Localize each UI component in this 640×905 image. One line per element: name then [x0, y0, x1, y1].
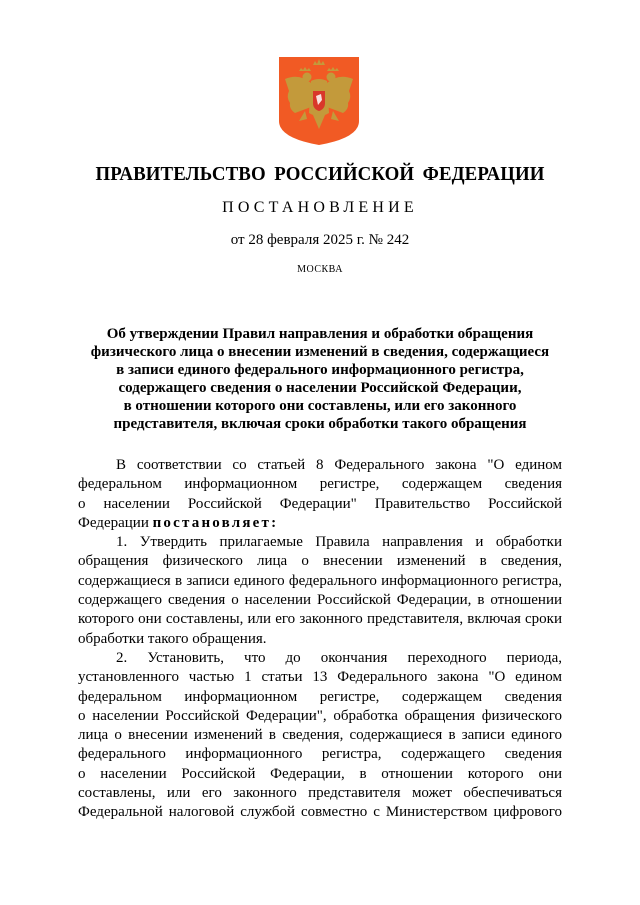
- body-line: обращения физического лица о внесении изменений в сведения,: [78, 553, 562, 570]
- body-line: о населении Российской Федерации" Правительство Российской: [78, 495, 562, 512]
- preamble-paragraph: [78, 456, 562, 533]
- body-line: обработки такого обращения.: [78, 630, 267, 647]
- body-line: которого они составлены, или его законного представителя, включая сроки: [78, 611, 562, 628]
- body-line: федеральном информационном регистре, содержащем сведения: [78, 688, 562, 705]
- body-line: федерального информационного регистра, содержащего сведения: [78, 746, 562, 763]
- body-line: содержащего сведения о населении Российской Федерации, в отношении: [78, 592, 562, 609]
- document-date-number: от 28 февраля 2025 г. № 242: [230, 232, 410, 248]
- body-line: о населении Российской Федерации, в отношении которого они: [78, 765, 562, 782]
- body-line: 1. Утвердить прилагаемые Правила направления и обработки: [116, 534, 562, 551]
- body-line: В соответствии со статьей 8 Федерального закона "О едином: [116, 457, 562, 473]
- document-body: [78, 456, 562, 823]
- body-line: о населении Российской Федерации", обработка обращения физического: [78, 707, 562, 724]
- body-line: Федеральной налоговой службой совместно с Министерством цифрового: [78, 804, 562, 821]
- body-line: федеральном информационном регистре, содержащем сведения: [78, 476, 562, 493]
- document-type: ПОСТАНОВЛЕНИЕ: [222, 199, 418, 216]
- subject-line: в записи единого федерального информационного регистра,: [116, 362, 524, 378]
- decrees-word: постановляет:: [152, 514, 279, 531]
- body-line: 2. Установить, что до окончания переходного периода,: [116, 649, 562, 666]
- subject-line: в отношении которого они составлены, или его законного: [123, 398, 517, 414]
- item-1-paragraph: [78, 533, 562, 649]
- body-line: составлены, или его законного представителя может обеспечиваться: [78, 785, 562, 802]
- government-title: ПРАВИТЕЛЬСТВО РОССИЙСКОЙ ФЕДЕРАЦИИ: [95, 163, 545, 185]
- coat-of-arms-icon: [277, 55, 361, 146]
- item-2-paragraph: [78, 649, 562, 823]
- body-line: установленного частью 1 статьи 13 Федерального закона "О едином: [78, 669, 562, 686]
- subject-line: физического лица о внесении изменений в сведения, содержащиеся: [90, 344, 550, 360]
- body-line: лица о внесении изменений в сведения, содержащиеся в записи единого: [78, 727, 562, 744]
- subject-line: содержащего сведения о населении Российской Федерации,: [118, 380, 522, 396]
- document-city: МОСКВА: [297, 264, 343, 275]
- document-subject: [60, 325, 580, 433]
- subject-line: Об утверждении Правил направления и обработки обращения: [106, 326, 534, 342]
- body-line: содержащиеся в записи единого федерального информационного регистра,: [78, 572, 562, 589]
- body-line: [78, 514, 562, 533]
- preamble-last-words: Федерации: [78, 514, 149, 531]
- subject-line: представителя, включая сроки обработки такого обращения: [113, 416, 527, 432]
